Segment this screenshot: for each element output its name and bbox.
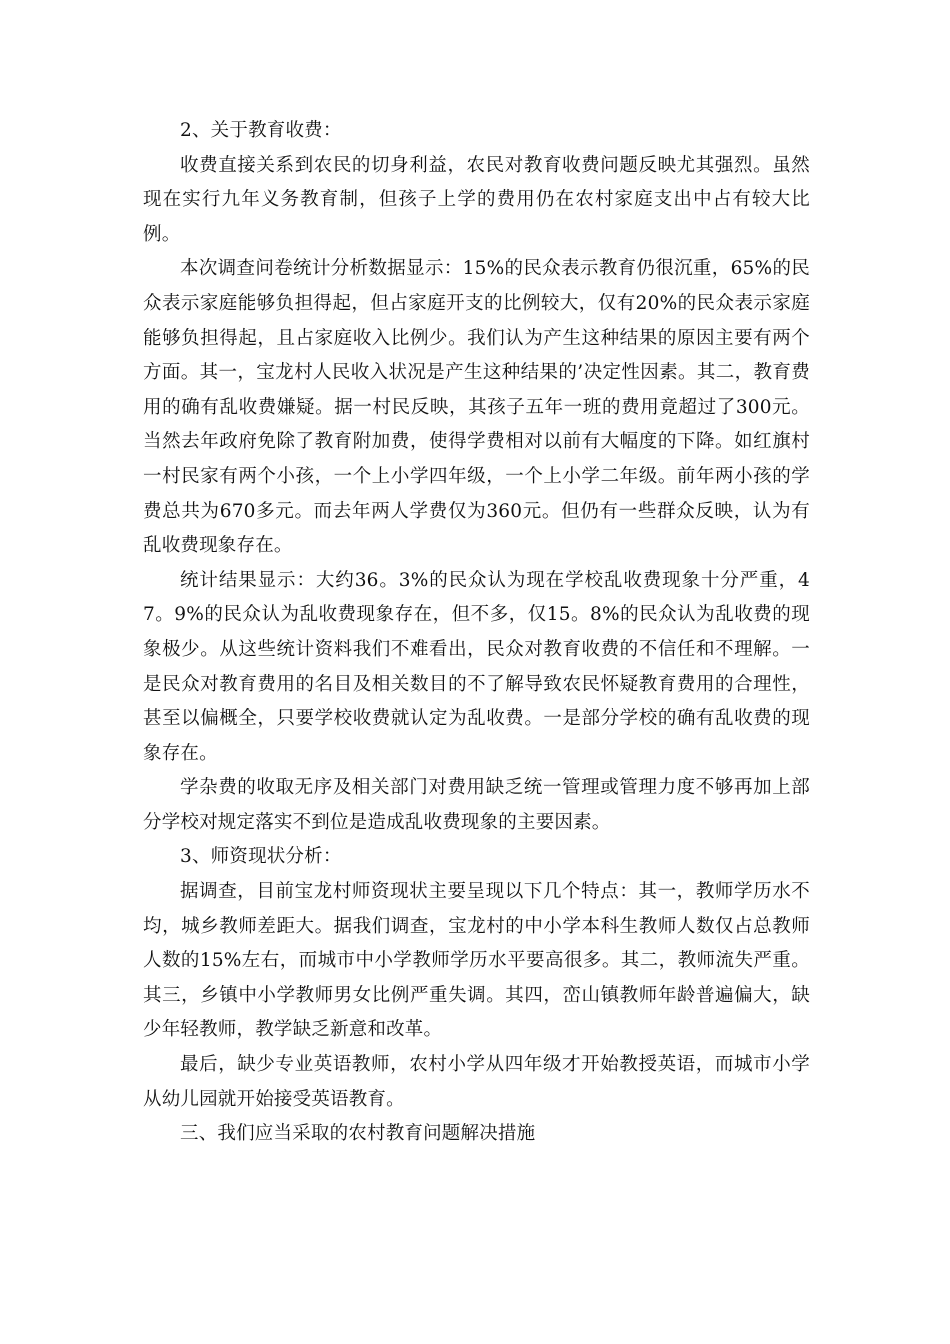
paragraph-fees-intro: 收费直接关系到农民的切身利益，农民对教育收费问题反映尤其强烈。虽然现在实行九年义务教育制，但孩子上学的费用仍在农村家庭支出中占有较大比例。 <box>143 154 810 245</box>
paragraph-teacher-status: 据调查，目前宝龙村师资现状主要呈现以下几个特点：其一，教师学历水不均，城乡教师差距大。据我们调查，宝龙村的中小学本科生教师人数仅占总教师人数的15%左右，而城市中小学教师学历水平要高很多。其二，教师流失严重。其三，乡镇中小学教师男女比例严重失调。其四，峦山镇教师年龄普遍偏大，缺少年轻教师，教学缺乏新意和改革。 <box>143 881 810 1041</box>
document-body <box>143 114 810 1152</box>
paragraph-fee-causes: 学杂费的收取无序及相关部门对费用缺乏统一管理或管理力度不够再加上部分学校对规定落实不到位是造成乱收费现象的主要因素。 <box>143 777 810 833</box>
paragraph-english-teachers: 最后，缺少专业英语教师，农村小学从四年级才开始教授英语，而城市小学从幼儿园就开始接受英语教育。 <box>143 1054 810 1110</box>
paragraph-survey-results: 本次调查问卷统计分析数据显示：15%的民众表示教育仍很沉重，65%的民众表示家庭能够负担得起，但占家庭开支的比例较大，仅有20%的民众表示家庭能够负担得起，且占家庭收入比例少。我们认为产生这种结果的原因主要有两个方面。其一，宝龙村人民收入状况是产生这种结果的’决定性因素。其二，教育费用的确有乱收费嫌疑。据一村民反映，其孩子五年一班的费用竟超过了300元。当然去年政府免除了教育附加费，使得学费相对以前有大幅度的下降。如红旗村一村民家有两个小孩，一个上小学四年级，一个上小学二年级。前年两小孩的学费总共为670多元。而去年两人学费仅为360元。但仍有一些群众反映，认为有乱收费现象存在。 <box>143 258 810 557</box>
section-heading-solutions: 三、我们应当采取的农村教育问题解决措施 <box>180 1123 536 1145</box>
paragraph-statistics: 统计结果显示：大约36。3%的民众认为现在学校乱收费现象十分严重，47。9%的民众认为乱收费现象存在，但不多，仅15。8%的民众认为乱收费的现象极少。从这些统计资料我们不难看出，民众对教育收费的不信任和不理解。一是民众对教育费用的名目及相关数目的不了解导致农民怀疑教育费用的合理性，甚至以偏概全，只要学校收费就认定为乱收费。一是部分学校的确有乱收费的现象存在。 <box>143 569 810 764</box>
section-heading-teachers: 3、师资现状分析： <box>180 846 342 868</box>
section-heading-education-fees: 2、关于教育收费： <box>180 120 342 141</box>
